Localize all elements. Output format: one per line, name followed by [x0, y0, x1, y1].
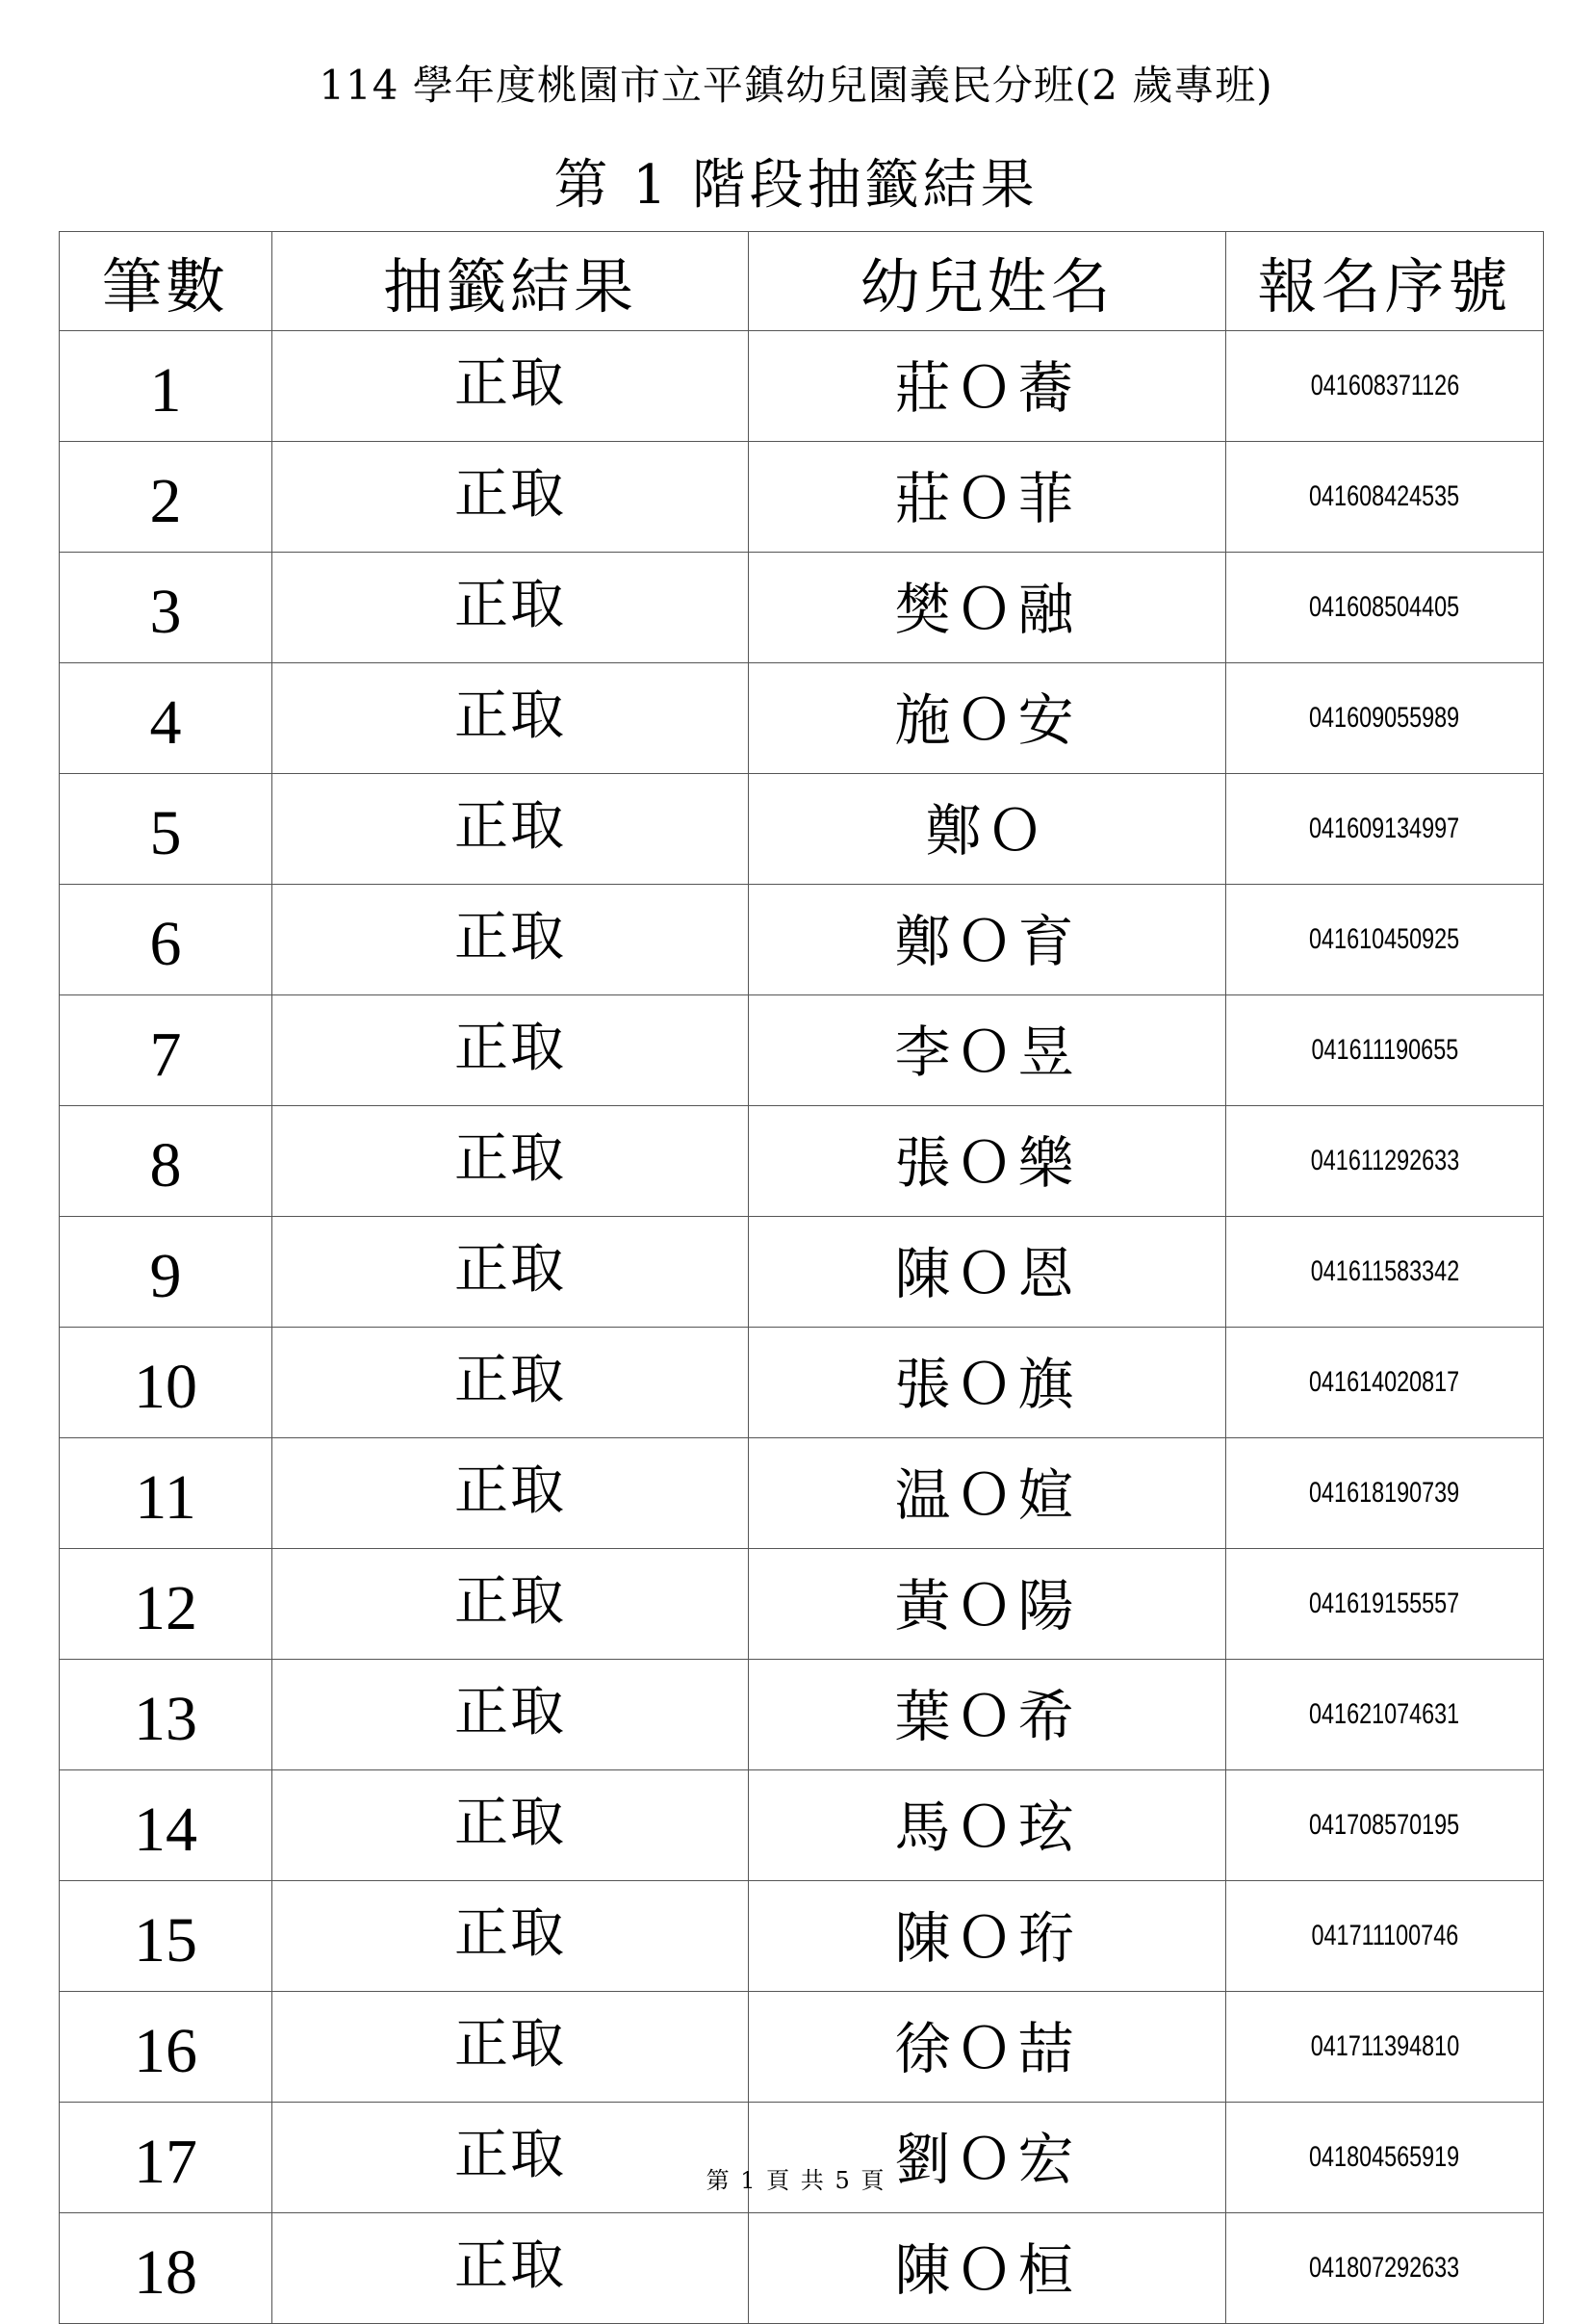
row-number: 10: [60, 1328, 272, 1438]
row-result: 正取: [272, 885, 749, 995]
row-serial-cell: [1226, 442, 1544, 553]
row-result: 正取: [272, 995, 749, 1106]
table-row: [60, 1438, 1544, 1549]
row-number: 9: [60, 1217, 272, 1328]
row-number: 5: [60, 774, 272, 885]
row-serial: 041619155557: [1309, 1588, 1460, 1619]
row-serial-cell: [1226, 1549, 1544, 1660]
row-number: 18: [60, 2213, 272, 2324]
page-footer: 第 1 頁 共 5 頁: [706, 2167, 886, 2194]
row-child-name: 陳Ｏ珩: [749, 1881, 1226, 1992]
row-result: 正取: [272, 1106, 749, 1217]
row-serial: 041621074631: [1309, 1698, 1460, 1730]
row-result: 正取: [272, 1438, 749, 1549]
row-child-name: 李Ｏ昱: [749, 995, 1226, 1106]
table-row: [60, 1328, 1544, 1438]
row-serial-cell: [1226, 1328, 1544, 1438]
row-serial: 041711394810: [1310, 2030, 1459, 2062]
row-serial: 041618190739: [1309, 1477, 1460, 1509]
table-row: [60, 553, 1544, 663]
row-serial-cell: [1226, 553, 1544, 663]
row-number: 3: [60, 553, 272, 663]
row-result: 正取: [272, 2213, 749, 2324]
row-serial: 041708570195: [1309, 1809, 1460, 1841]
lottery-results-table: [59, 231, 1544, 2324]
document-subtitle: 第 1 階段抽籤結果: [553, 154, 1039, 217]
row-serial: 041608504405: [1309, 591, 1460, 623]
row-child-name: 馬Ｏ玹: [749, 1770, 1226, 1881]
table-row: [60, 1992, 1544, 2103]
table-row: [60, 2103, 1544, 2213]
row-result: 正取: [272, 1328, 749, 1438]
table-row: [60, 331, 1544, 442]
row-child-name: 樊Ｏ融: [749, 553, 1226, 663]
row-serial: 041614020817: [1309, 1366, 1460, 1398]
table-row: [60, 774, 1544, 885]
row-number: 13: [60, 1660, 272, 1770]
row-serial-cell: [1226, 1992, 1544, 2103]
table-row: [60, 2213, 1544, 2324]
row-child-name: 莊Ｏ菲: [749, 442, 1226, 553]
row-serial-cell: [1226, 1217, 1544, 1328]
row-number: 8: [60, 1106, 272, 1217]
row-serial-cell: [1226, 995, 1544, 1106]
row-result: 正取: [272, 1660, 749, 1770]
header-number: 筆數: [60, 232, 272, 331]
row-result: 正取: [272, 1881, 749, 1992]
table-body: [60, 331, 1544, 2324]
row-result: 正取: [272, 663, 749, 774]
table-row: [60, 442, 1544, 553]
row-serial-cell: [1226, 2213, 1544, 2324]
row-child-name: 葉Ｏ希: [749, 1660, 1226, 1770]
row-serial: 041804565919: [1309, 2141, 1460, 2173]
row-child-name: 温Ｏ媗: [749, 1438, 1226, 1549]
row-serial: 041611190655: [1311, 1034, 1458, 1066]
row-result: 正取: [272, 1770, 749, 1881]
row-number: 4: [60, 663, 272, 774]
row-serial: 041610450925: [1309, 923, 1460, 955]
table-row: [60, 1881, 1544, 1992]
row-child-name: 陳Ｏ恩: [749, 1217, 1226, 1328]
row-number: 15: [60, 1881, 272, 1992]
row-number: 7: [60, 995, 272, 1106]
table-header-row: [60, 232, 1544, 331]
table-row: [60, 1770, 1544, 1881]
row-child-name: 鄭Ｏ育: [749, 885, 1226, 995]
row-result: 正取: [272, 2103, 749, 2213]
row-serial-cell: [1226, 331, 1544, 442]
row-result: 正取: [272, 553, 749, 663]
header-serial: 報名序號: [1226, 232, 1544, 331]
row-result: 正取: [272, 1992, 749, 2103]
row-child-name: 劉Ｏ宏: [749, 2103, 1226, 2213]
header-result: 抽籤結果: [272, 232, 749, 331]
row-number: 6: [60, 885, 272, 995]
row-serial: 041609134997: [1309, 813, 1460, 844]
row-serial-cell: [1226, 885, 1544, 995]
row-serial: 041807292633: [1309, 2252, 1460, 2284]
row-serial-cell: [1226, 774, 1544, 885]
table-row: [60, 1106, 1544, 1217]
row-child-name: 黃Ｏ陽: [749, 1549, 1226, 1660]
row-number: 16: [60, 1992, 272, 2103]
row-child-name: 張Ｏ旗: [749, 1328, 1226, 1438]
row-child-name: 莊Ｏ蕎: [749, 331, 1226, 442]
row-child-name: 張Ｏ樂: [749, 1106, 1226, 1217]
row-serial-cell: [1226, 2103, 1544, 2213]
row-serial-cell: [1226, 1438, 1544, 1549]
row-child-name: 鄭Ｏ: [749, 774, 1226, 885]
row-number: 2: [60, 442, 272, 553]
row-result: 正取: [272, 331, 749, 442]
table-row: [60, 1217, 1544, 1328]
table-row: [60, 1660, 1544, 1770]
row-result: 正取: [272, 442, 749, 553]
row-child-name: 陳Ｏ桓: [749, 2213, 1226, 2324]
header-child-name: 幼兒姓名: [749, 232, 1226, 331]
row-result: 正取: [272, 774, 749, 885]
row-child-name: 徐Ｏ喆: [749, 1992, 1226, 2103]
row-serial-cell: [1226, 1881, 1544, 1992]
row-serial-cell: [1226, 1770, 1544, 1881]
table-row: [60, 1549, 1544, 1660]
row-serial-cell: [1226, 1660, 1544, 1770]
row-serial-cell: [1226, 1106, 1544, 1217]
row-number: 17: [60, 2103, 272, 2213]
table-row: [60, 885, 1544, 995]
row-serial: 041608424535: [1309, 480, 1460, 512]
row-serial-cell: [1226, 663, 1544, 774]
row-number: 14: [60, 1770, 272, 1881]
row-number: 12: [60, 1549, 272, 1660]
row-serial: 041609055989: [1309, 702, 1460, 734]
row-serial: 041611583342: [1310, 1255, 1459, 1287]
table-row: [60, 663, 1544, 774]
row-number: 1: [60, 331, 272, 442]
row-serial: 041611292633: [1310, 1145, 1459, 1176]
row-result: 正取: [272, 1549, 749, 1660]
row-result: 正取: [272, 1217, 749, 1328]
row-serial: 041711100746: [1311, 1920, 1458, 1951]
table-row: [60, 995, 1544, 1106]
row-child-name: 施Ｏ安: [749, 663, 1226, 774]
row-serial: 041608371126: [1310, 370, 1459, 401]
document-title: 114 學年度桃園市立平鎮幼兒園義民分班(2 歲專班): [319, 62, 1273, 109]
row-number: 11: [60, 1438, 272, 1549]
